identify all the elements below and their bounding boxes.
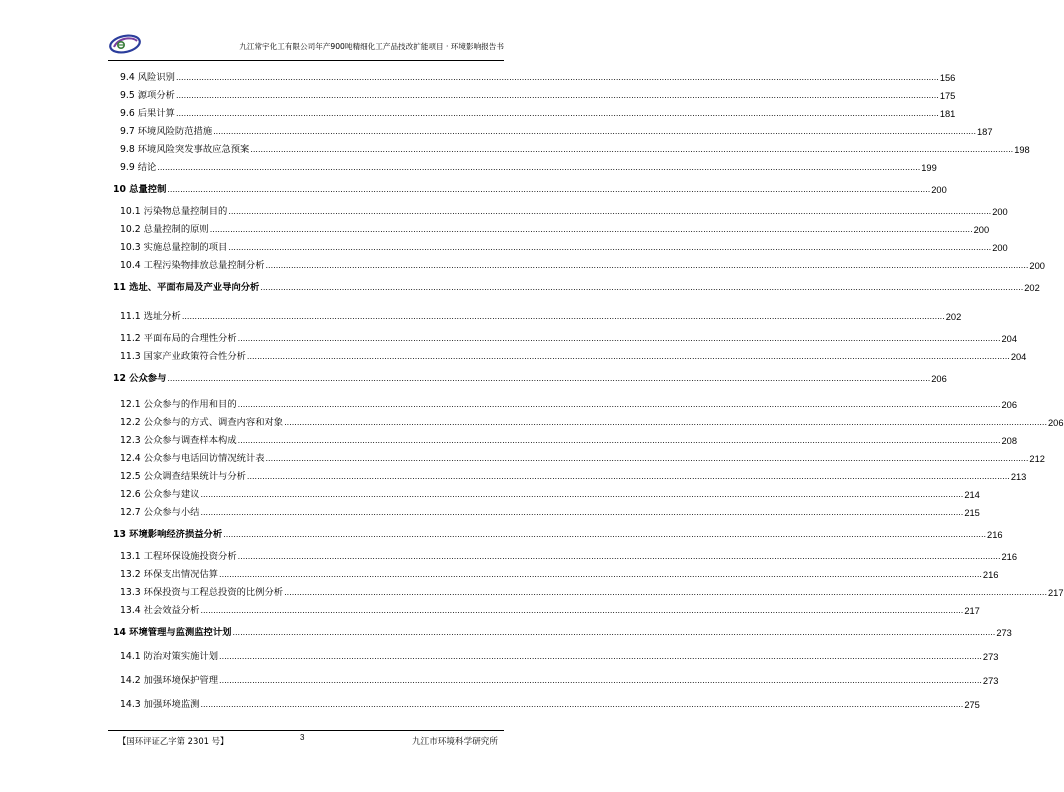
toc-entry-title: 12.7 公众参与小结 <box>120 507 200 518</box>
toc-leader-dots: ............................................................................................................................................................................................................................................................................................................ <box>265 261 1029 270</box>
toc-entry-page: 214 <box>964 490 980 500</box>
toc-leader-dots: ............................................................................................................................................................................................................................................................................................................ <box>265 454 1029 463</box>
toc-entry-title: 9.7 环境风险防范措施 <box>120 126 213 137</box>
toc-entry-title: 11.1 选址分析 <box>120 311 181 322</box>
toc-entry-page: 156 <box>939 73 956 83</box>
toc-entry[interactable] <box>113 603 980 617</box>
toc-entry-page: 181 <box>939 109 956 119</box>
toc-entry[interactable] <box>113 349 1027 363</box>
toc-leader-dots: ............................................................................................................................................................................................................................................................................................................ <box>237 400 1001 409</box>
toc-entry-page: 273 <box>982 676 999 686</box>
toc-entry-title: 9.9 结论 <box>120 162 157 173</box>
toc-entry[interactable] <box>113 240 1008 254</box>
toc-leader-dots: ............................................................................................................................................................................................................................................................................................................ <box>157 163 921 172</box>
toc-entry[interactable] <box>113 397 1018 411</box>
toc-leader-dots: ............................................................................................................................................................................................................................................................................................................ <box>237 436 1001 445</box>
toc-entry-title: 14 环境管理与监测监控计划 <box>113 627 232 638</box>
toc-entry[interactable] <box>113 415 1064 429</box>
toc-leader-dots: ............................................................................................................................................................................................................................................................................................................ <box>167 185 931 194</box>
toc-leader-dots: ............................................................................................................................................................................................................................................................................................................ <box>232 628 996 637</box>
toc-entry-title: 10 总量控制 <box>113 184 167 195</box>
toc-entry-title: 12 公众参与 <box>113 373 167 384</box>
toc-leader-dots: ............................................................................................................................................................................................................................................................................................................ <box>200 490 964 499</box>
toc-leader-dots: ............................................................................................................................................................................................................................................................................................................ <box>200 700 964 709</box>
toc-entry-page: 273 <box>982 652 999 662</box>
toc-entry-title: 9.4 风险识别 <box>120 72 175 83</box>
toc-entry[interactable] <box>113 625 1012 639</box>
toc-entry-page: 213 <box>1010 472 1027 482</box>
toc-leader-dots: ............................................................................................................................................................................................................................................................................................................ <box>219 570 982 579</box>
toc-leader-dots: ............................................................................................................................................................................................................................................................................................................ <box>175 109 939 118</box>
toc-entry[interactable] <box>113 371 947 385</box>
toc-entry-page: 175 <box>939 91 956 101</box>
toc-leader-dots: ............................................................................................................................................................................................................................................................................................................ <box>175 91 939 100</box>
toc-leader-dots: ............................................................................................................................................................................................................................................................................................................ <box>228 207 992 216</box>
toc-entry-page: 206 <box>1001 400 1018 410</box>
toc-leader-dots: ............................................................................................................................................................................................................................................................................................................ <box>223 530 987 539</box>
toc-entry[interactable] <box>113 204 1008 218</box>
toc-entry-page: 199 <box>921 163 937 173</box>
toc-entry-page: 216 <box>982 570 999 580</box>
toc-entry[interactable] <box>113 567 999 581</box>
toc-leader-dots: ............................................................................................................................................................................................................................................................................................................ <box>237 552 1001 561</box>
toc-entry-page: 198 <box>1014 145 1030 155</box>
toc-leader-dots: ............................................................................................................................................................................................................................................................................................................ <box>260 283 1024 292</box>
toc-entry-page: 275 <box>964 700 980 710</box>
toc-entry[interactable] <box>113 160 937 174</box>
toc-entry-title: 11 选址、平面布局及产业导向分析 <box>113 282 260 293</box>
header-rule <box>108 60 504 61</box>
toc-entry-title: 12.1 公众参与的作用和目的 <box>120 399 237 410</box>
toc-entry[interactable] <box>113 280 1040 294</box>
footer-certificate: 【国环评证乙字第 2301 号】 <box>118 736 229 746</box>
toc-leader-dots: ............................................................................................................................................................................................................................................................................................................ <box>219 652 982 661</box>
toc-entry-page: 273 <box>996 628 1012 638</box>
toc-entry-page: 200 <box>931 185 947 195</box>
toc-entry[interactable] <box>113 309 962 323</box>
toc-leader-dots: ............................................................................................................................................................................................................................................................................................................ <box>246 352 1010 361</box>
toc-entry-title: 12.6 公众参与建议 <box>120 489 200 500</box>
footer-institute: 九江市环境科学研究所 <box>412 737 498 747</box>
toc-leader-dots: ............................................................................................................................................................................................................................................................................................................ <box>181 312 945 321</box>
toc-entry[interactable] <box>113 649 999 663</box>
toc-entry-title: 11.3 国家产业政策符合性分析 <box>120 351 246 362</box>
toc-leader-dots: ............................................................................................................................................................................................................................................................................................................ <box>246 472 1010 481</box>
toc-entry-page: 216 <box>987 530 1003 540</box>
toc-entry-title: 12.4 公众参与电话回访情况统计表 <box>120 453 265 464</box>
toc-entry-page: 206 <box>931 374 947 384</box>
toc-entry-title: 12.5 公众调查结果统计与分析 <box>120 471 246 482</box>
toc-entry-title: 10.3 实施总量控制的项目 <box>120 242 228 253</box>
toc-entry-title: 12.3 公众参与调查样本构成 <box>120 435 237 446</box>
toc-leader-dots: ............................................................................................................................................................................................................................................................................................................ <box>284 418 1047 427</box>
toc-leader-dots: ............................................................................................................................................................................................................................................................................................................ <box>237 334 1001 343</box>
toc-entry[interactable] <box>113 585 1064 599</box>
toc-leader-dots: ............................................................................................................................................................................................................................................................................................................ <box>175 73 939 82</box>
toc-entry[interactable] <box>113 487 980 501</box>
toc-entry-page: 216 <box>1001 552 1018 562</box>
toc-leader-dots: ............................................................................................................................................................................................................................................................................................................ <box>228 243 992 252</box>
toc-entry[interactable] <box>113 124 993 138</box>
toc-entry-page: 202 <box>945 312 962 322</box>
toc-entry-page: 200 <box>1029 261 1045 271</box>
toc-entry[interactable] <box>113 505 980 519</box>
toc-entry-title: 13 环境影响经济损益分析 <box>113 529 223 540</box>
page-number: 3 <box>300 733 305 742</box>
toc-entry[interactable] <box>113 697 980 711</box>
toc-entry[interactable] <box>113 258 1045 272</box>
toc-entry-title: 12.2 公众参与的方式、调查内容和对象 <box>120 417 284 428</box>
toc-leader-dots: ............................................................................................................................................................................................................................................................................................................ <box>219 676 982 685</box>
toc-leader-dots: ............................................................................................................................................................................................................................................................................................................ <box>167 374 931 383</box>
toc-entry-page: 208 <box>1001 436 1018 446</box>
toc-entry-title: 9.5 源项分析 <box>120 90 175 101</box>
toc-entry[interactable] <box>113 182 947 196</box>
toc-entry-page: 200 <box>973 225 990 235</box>
toc-entry-page: 187 <box>977 127 993 137</box>
footer-rule <box>108 730 504 731</box>
toc-entry[interactable] <box>113 88 956 102</box>
toc-entry[interactable] <box>113 469 1027 483</box>
toc-leader-dots: ............................................................................................................................................................................................................................................................................................................ <box>250 145 1014 154</box>
toc-entry[interactable] <box>113 549 1018 563</box>
toc-entry-title: 10.2 总量控制的原则 <box>120 224 209 235</box>
toc-entry[interactable] <box>113 451 1045 465</box>
toc-entry-page: 202 <box>1024 283 1040 293</box>
toc-entry-page: 215 <box>964 508 980 518</box>
toc-leader-dots: ............................................................................................................................................................................................................................................................................................................ <box>213 127 977 136</box>
toc-entry-page: 212 <box>1029 454 1045 464</box>
toc-entry-page: 206 <box>1048 418 1064 428</box>
toc-leader-dots: ............................................................................................................................................................................................................................................................................................................ <box>200 508 964 517</box>
toc-entry-title: 11.2 平面布局的合理性分析 <box>120 333 237 344</box>
toc-entry-title: 9.8 环境风险突发事故应急预案 <box>120 144 250 155</box>
toc-entry-title: 9.6 后果计算 <box>120 108 175 119</box>
toc-entry-title: 13.4 社会效益分析 <box>120 605 200 616</box>
toc-entry-title: 13.2 环保支出情况估算 <box>120 569 219 580</box>
toc-entry[interactable] <box>113 106 956 120</box>
swirl-logo-icon <box>108 32 142 56</box>
toc-entry-title: 14.1 防治对策实施计划 <box>120 651 219 662</box>
toc-entry-page: 204 <box>1001 334 1018 344</box>
toc-entry-page: 200 <box>992 243 1008 253</box>
toc-entry-page: 204 <box>1010 352 1027 362</box>
toc-entry[interactable] <box>113 433 1018 447</box>
toc-entry-title: 10.1 污染物总量控制目的 <box>120 206 228 217</box>
toc-entry[interactable] <box>113 673 999 687</box>
toc-entry[interactable] <box>113 331 1018 345</box>
toc-entry-title: 14.2 加强环境保护管理 <box>120 675 219 686</box>
toc-entry-page: 217 <box>1048 588 1064 598</box>
toc-entry-title: 13.3 环保投资与工程总投资的比例分析 <box>120 587 284 598</box>
toc-entry[interactable] <box>113 70 956 84</box>
toc-entry-title: 14.3 加强环境监测 <box>120 699 200 710</box>
toc-leader-dots: ............................................................................................................................................................................................................................................................................................................ <box>209 225 973 234</box>
toc-entry[interactable] <box>113 222 990 236</box>
toc-entry-title: 10.4 工程污染物排放总量控制分析 <box>120 260 265 271</box>
page-header <box>108 32 504 58</box>
toc-entry-page: 217 <box>964 606 980 616</box>
toc-leader-dots: ............................................................................................................................................................................................................................................................................................................ <box>200 606 964 615</box>
toc-entry[interactable] <box>113 527 1003 541</box>
toc-entry-page: 200 <box>992 207 1008 217</box>
toc-entry[interactable] <box>113 142 1030 156</box>
toc-leader-dots: ............................................................................................................................................................................................................................................................................................................ <box>284 588 1047 597</box>
header-title: 九江常宇化工有限公司年产900吨精细化工产品技改扩能项目 · 环境影响报告书 <box>239 42 504 51</box>
toc-entry-title: 13.1 工程环保设施投资分析 <box>120 551 237 562</box>
